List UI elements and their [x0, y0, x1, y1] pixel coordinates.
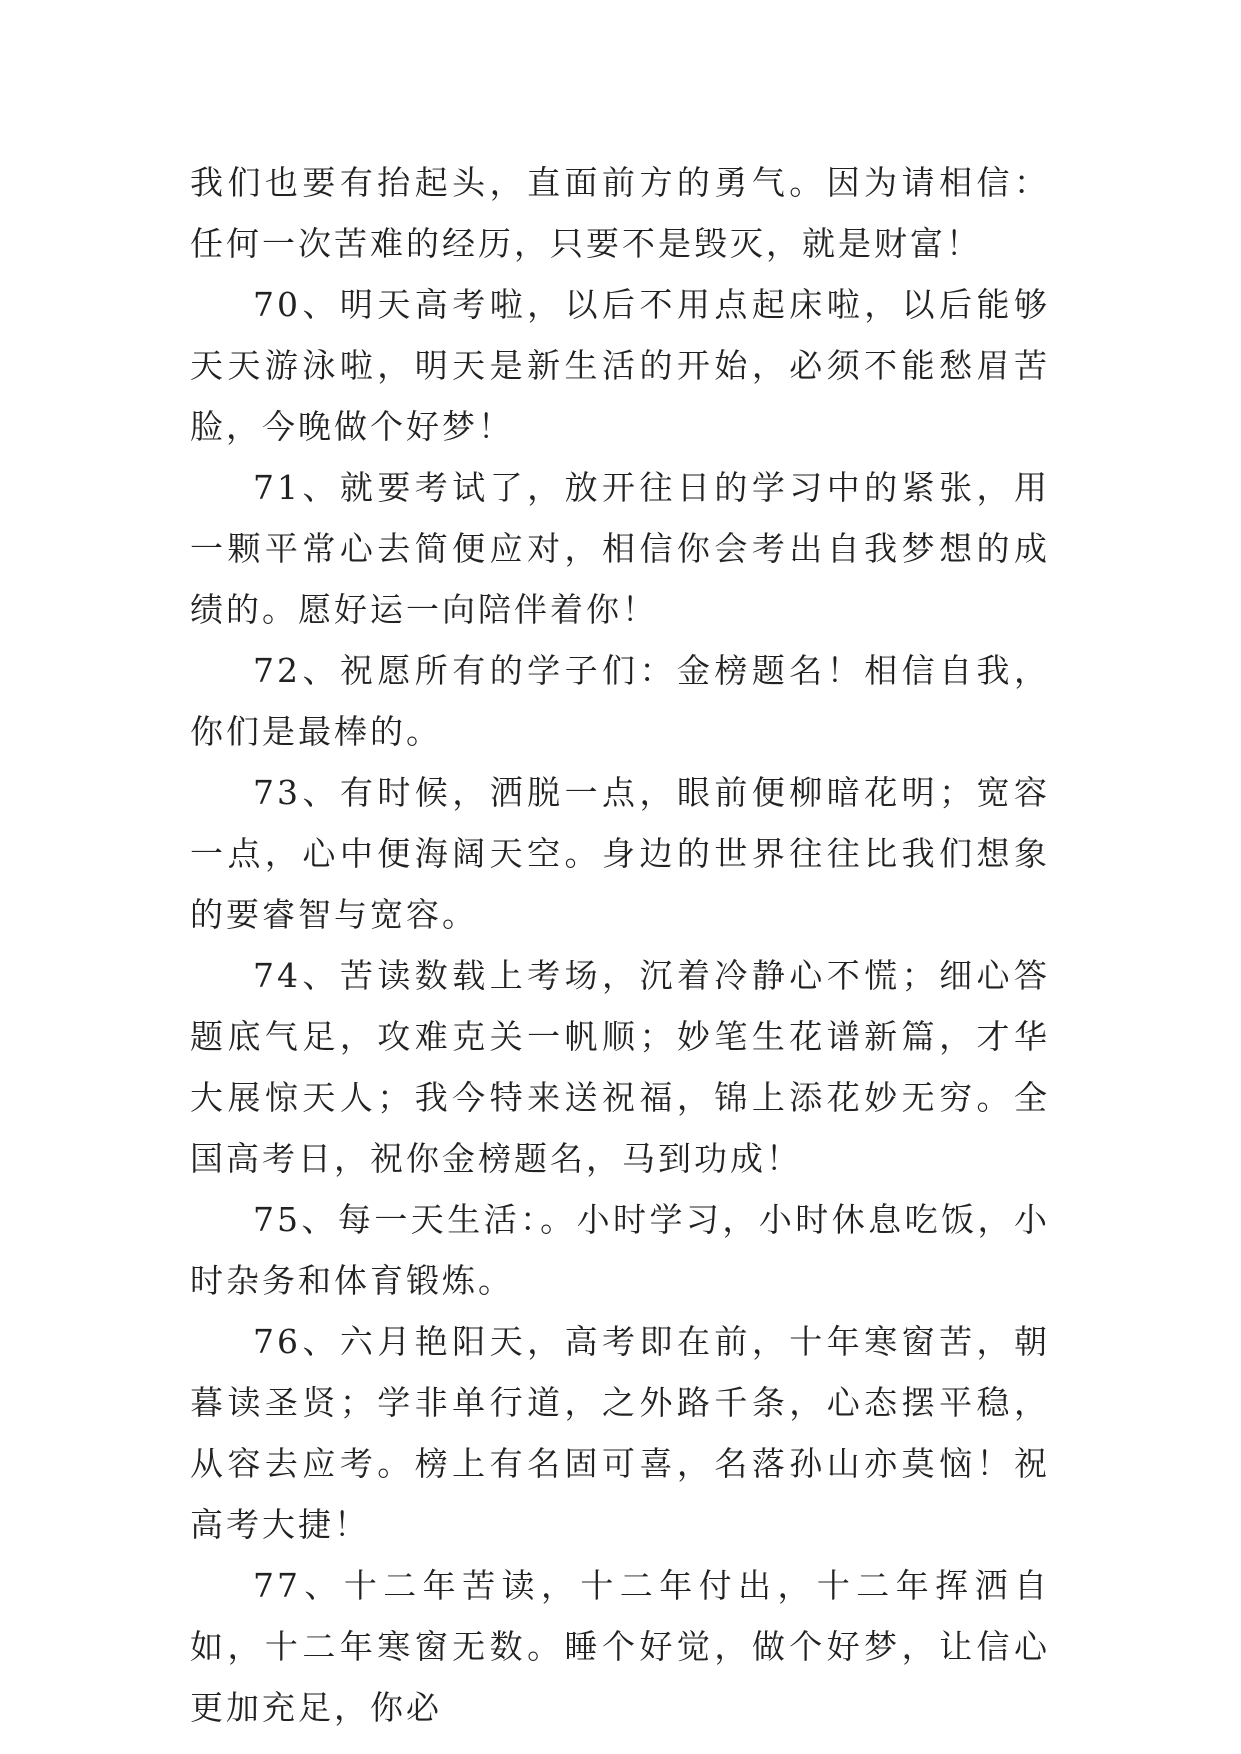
paragraph-73: 73、有时候，洒脱一点，眼前便柳暗花明；宽容一点，心中便海阔天空。身边的世界往往比我们想象的要睿智与宽容。: [190, 773, 1050, 934]
paragraph-77: 77、十二年苦读，十二年付出，十二年挥洒自如，十二年寒窗无数。睡个好觉，做个好梦，让信心更加充足，你必: [190, 1566, 1050, 1727]
paragraph-75: 75、每一天生活：。小时学习，小时休息吃饭，小时杂务和体育锻炼。: [190, 1200, 1050, 1300]
paragraph-70: 70、明天高考啦，以后不用点起床啦，以后能够天天游泳啦，明天是新生活的开始，必须不能愁眉苦脸，今晚做个好梦！: [190, 285, 1050, 446]
paragraph-continuation: 我们也要有抬起头，直面前方的勇气。因为请相信：任何一次苦难的经历，只要不是毁灭，就是财富！: [190, 163, 1050, 263]
paragraph-71: 71、就要考试了，放开往日的学习中的紧张，用一颗平常心去简便应对，相信你会考出自我梦想的成绩的。愿好运一向陪伴着你！: [190, 468, 1050, 629]
paragraph-74: 74、苦读数载上考场，沉着冷静心不慌；细心答题底气足，攻难克关一帆顺；妙笔生花谱新篇，才华大展惊天人；我今特来送祝福，锦上添花妙无穷。全国高考日，祝你金榜题名，马到功成！: [190, 956, 1050, 1178]
paragraph-72: 72、祝愿所有的学子们：金榜题名！相信自我，你们是最棒的。: [190, 651, 1050, 751]
document-body: [190, 152, 1050, 1738]
paragraph-76: 76、六月艳阳天，高考即在前，十年寒窗苦，朝暮读圣贤；学非单行道，之外路千条，心态摆平稳，从容去应考。榜上有名固可喜，名落孙山亦莫恼！祝高考大捷！: [190, 1322, 1050, 1544]
